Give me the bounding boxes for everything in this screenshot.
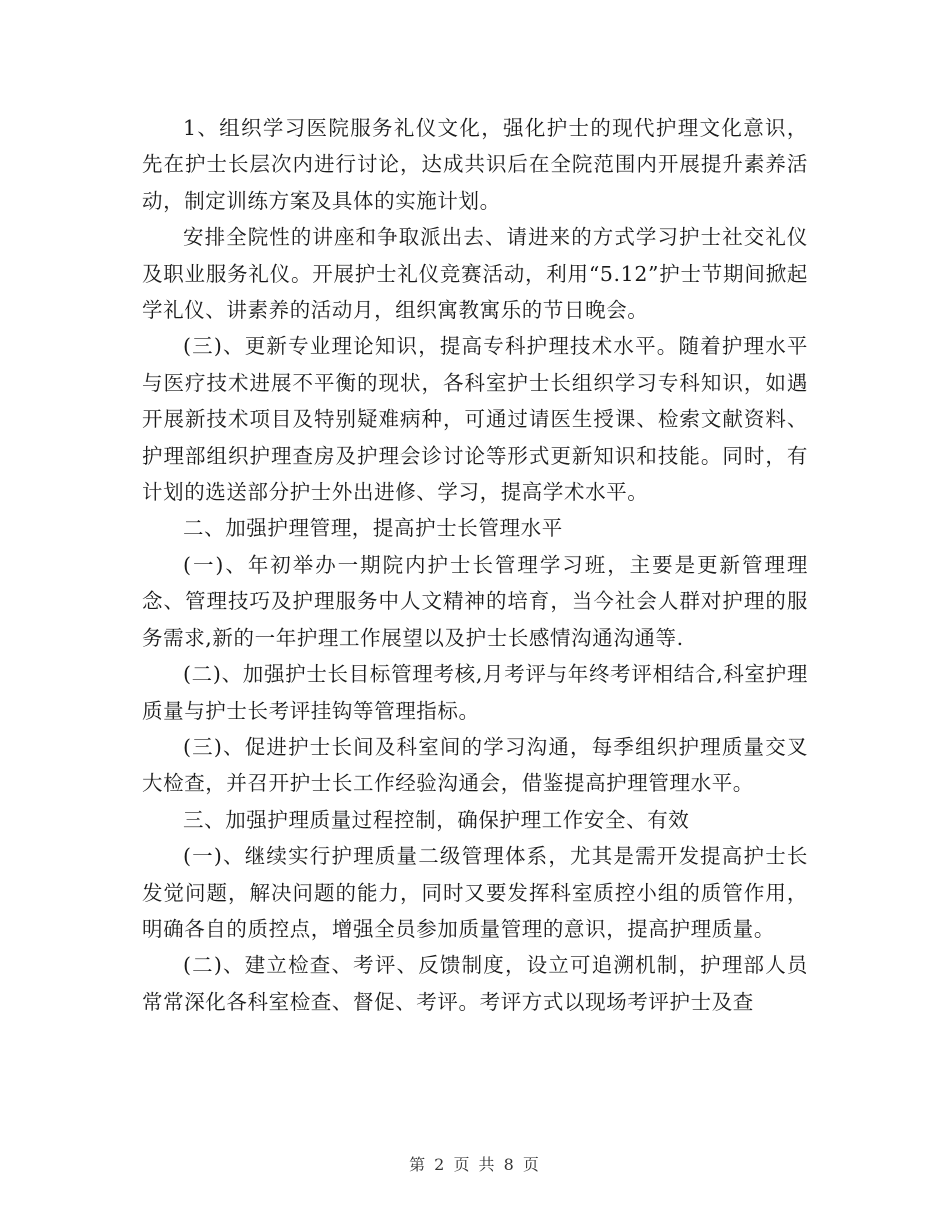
paragraph-inspection-feedback: (二)、建立检查、考评、反馈制度，设立可追溯机制，护理部人员常常深化各科室检查、督促、考评。考评方式以现场考评护士及查	[142, 953, 808, 1014]
paragraph-target-assessment: (二)、加强护士长目标管理考核,月考评与年终考评相结合,科室护理质量与护士长考评挂钩等管理指标。	[142, 662, 808, 723]
document-body	[142, 110, 808, 1020]
paragraph-etiquette-culture: 1、组织学习医院服务礼仪文化，强化护士的现代护理文化意识，先在护士长层次内进行讨论，达成共识后在全院范围内开展提升素养活动，制定训练方案及具体的实施计划。	[142, 116, 808, 213]
paragraph-professional-knowledge: (三)、更新专业理论知识，提高专科护理技术水平。随着护理水平与医疗技术进展不平衡的现状，各科室护士长组织学习专科知识，如遇开展新技术项目及特别疑难病种，可通过请医生授课、检索文献资料、护理部组织护理查房及护理会诊讨论等形式更新知识和技能。同时，有计划的选送部分护士外出进修、学习，提高学术水平。	[142, 334, 808, 505]
page-number-footer: 第 2 页 共 8 页	[409, 1155, 541, 1174]
section-heading-quality-control: 三、加强护理质量过程控制，确保护理工作安全、有效	[183, 807, 690, 832]
paragraph-cross-inspection: (三)、促进护士长间及科室间的学习沟通，每季组织护理质量交叉大检查，并召开护士长工作经验沟通会，借鉴提高护理管理水平。	[142, 734, 808, 796]
section-heading-management: 二、加强护理管理，提高护士长管理水平	[183, 516, 563, 541]
paragraph-quality-system: (一)、继续实行护理质量二级管理体系，尤其是需开发提高护士长发觉问题，解决问题的能力，同时又要发挥科室质控小组的质管作用，明确各自的质控点，增强全员参加质量管理的意识，提高护理质量。	[142, 844, 808, 941]
paragraph-etiquette-training: 安排全院性的讲座和争取派出去、请进来的方式学习护士社交礼仪及职业服务礼仪。开展护士礼仪竞赛活动，利用“5.12”护士节期间掀起学礼仪、讲素养的活动月，组织寓教寓乐的节日晚会。	[142, 225, 808, 323]
paragraph-management-training: (一)、年初举办一期院内护士长管理学习班，主要是更新管理理念、管理技巧及护理服务中人文精神的培育，当今社会人群对护理的服务需求,新的一年护理工作展望以及护士长感情沟通沟通等.	[142, 552, 808, 650]
